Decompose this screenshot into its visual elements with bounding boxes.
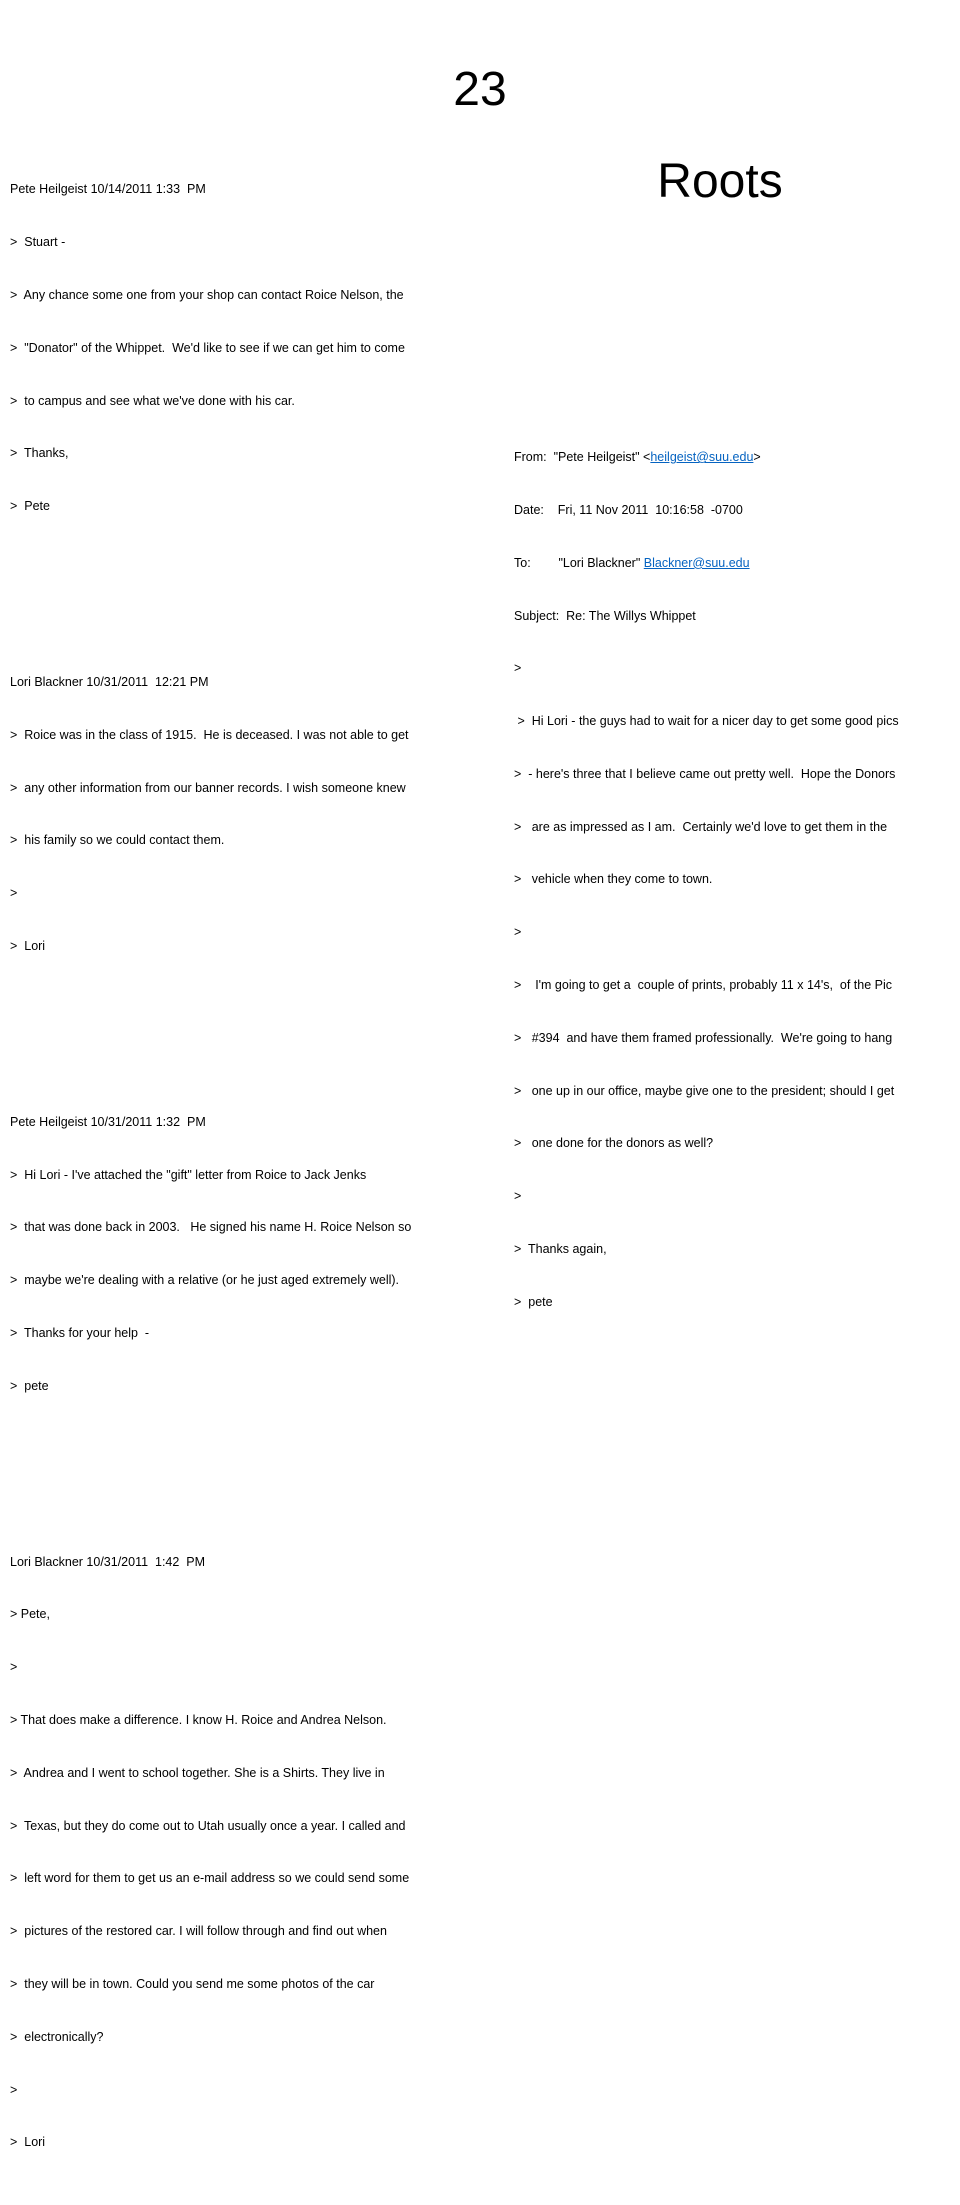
message-line: > Andrea and I went to school together. She is a Shirts. They live in [10,1765,385,1780]
spacer [10,1026,470,1044]
message-line: > that was done back in 2003. He signed his name H. Roice Nelson so [10,1220,412,1235]
reply-line: > one done for the donors as well? [514,1136,714,1151]
reply-line: > are as impressed as I am. Certainly we'd love to get them in the [514,819,888,834]
message-line: > they will be in town. Could you send me some photos of the car [10,1976,375,1991]
spacer [10,1466,470,1484]
message-line: > Thanks, [10,446,69,461]
message-header: Lori Blackner 10/31/2011 1:42 PM [10,1554,206,1569]
spacer [10,586,470,604]
slide-number: 23 [453,63,507,116]
subject-line: Subject: Re: The Willys Whippet [514,608,696,623]
to-email-link[interactable]: Blackner@suu.edu [643,555,750,570]
message-line: > Roice was in the class of 1915. He is deceased. I was not able to get [10,727,409,742]
message-line: > to campus and see what we've done with his car. [10,393,295,408]
reply-line: > Hi Lori - the guys had to wait for a nicer day to get some good pics [514,714,899,729]
reply-line: > [514,925,522,940]
reply-line: > vehicle when they come to town. [514,872,713,887]
message-line: > [10,2082,18,2097]
message-line: > [10,1660,18,1675]
reply-line: > - here's three that I believe came out pretty well. Hope the Donors [514,766,896,781]
message-line: > That does make a difference. I know H. Roice and Andrea Nelson. [10,1713,387,1728]
reply-line: > #394 and have them framed professionally. We're going to hang [514,1030,893,1045]
message-line: > maybe we're dealing with a relative (or he just aged extremely well). [10,1273,400,1288]
from-close: > [753,450,761,465]
to-line [514,555,954,573]
message-line: > any other information from our banner records. I wish someone knew [10,780,406,795]
message-line: > Pete [10,499,50,514]
message-line: > Any chance some one from your shop can contact Roice Nelson, the [10,287,404,302]
email-thread [10,111,470,2205]
message-header: Pete Heilgeist 10/14/2011 1:33 PM [10,182,206,197]
message-line: > Lori [10,938,46,953]
reply-line: > one up in our office, maybe give one to the president; should I get [514,1083,895,1098]
message-block [10,146,470,551]
message-line: > Stuart - [10,235,66,250]
message-line: > "Donator" of the Whippet. We'd like to see if we can get him to come [10,340,405,355]
from-label: From: "Pete Heilgeist" < [514,450,651,465]
reply-line: > [514,661,522,676]
message-line: > Lori [10,2135,46,2150]
message-block [10,1519,470,2188]
reply-line: > Thanks again, [514,1241,607,1256]
message-line: > [10,886,18,901]
message-header: Pete Heilgeist 10/31/2011 1:32 PM [10,1114,206,1129]
date-line: Date: Fri, 11 Nov 2011 10:16:58 -0700 [514,502,743,517]
reply-line: > pete [514,1294,553,1309]
message-line: > Hi Lori - I've attached the "gift" letter from Roice to Jack Jenks [10,1167,367,1182]
message-line: > electronically? [10,2029,104,2044]
reply-line: > [514,1189,522,1204]
message-line: > Pete, [10,1607,50,1622]
from-line [514,449,954,467]
message-line: > pictures of the restored car. I will follow through and find out when [10,1924,387,1939]
message-block [10,639,470,991]
section-title: Roots [657,155,783,208]
message-line: > Texas, but they do come out to Utah usually once a year. I called and [10,1818,406,1833]
message-line: > pete [10,1378,49,1393]
reply-email [514,414,954,1329]
message-header: Lori Blackner 10/31/2011 12:21 PM [10,675,209,689]
from-email-link[interactable]: heilgeist@suu.edu [650,450,754,465]
to-label: To: "Lori Blackner" [514,555,644,570]
message-block [10,1079,470,1431]
message-line: > left word for them to get us an e-mail address so we could send some [10,1871,410,1886]
message-line: > his family so we could contact them. [10,833,225,848]
reply-line: > I'm going to get a couple of prints, probably 11 x 14's, of the Pic [514,978,893,992]
message-line: > Thanks for your help - [10,1325,150,1340]
